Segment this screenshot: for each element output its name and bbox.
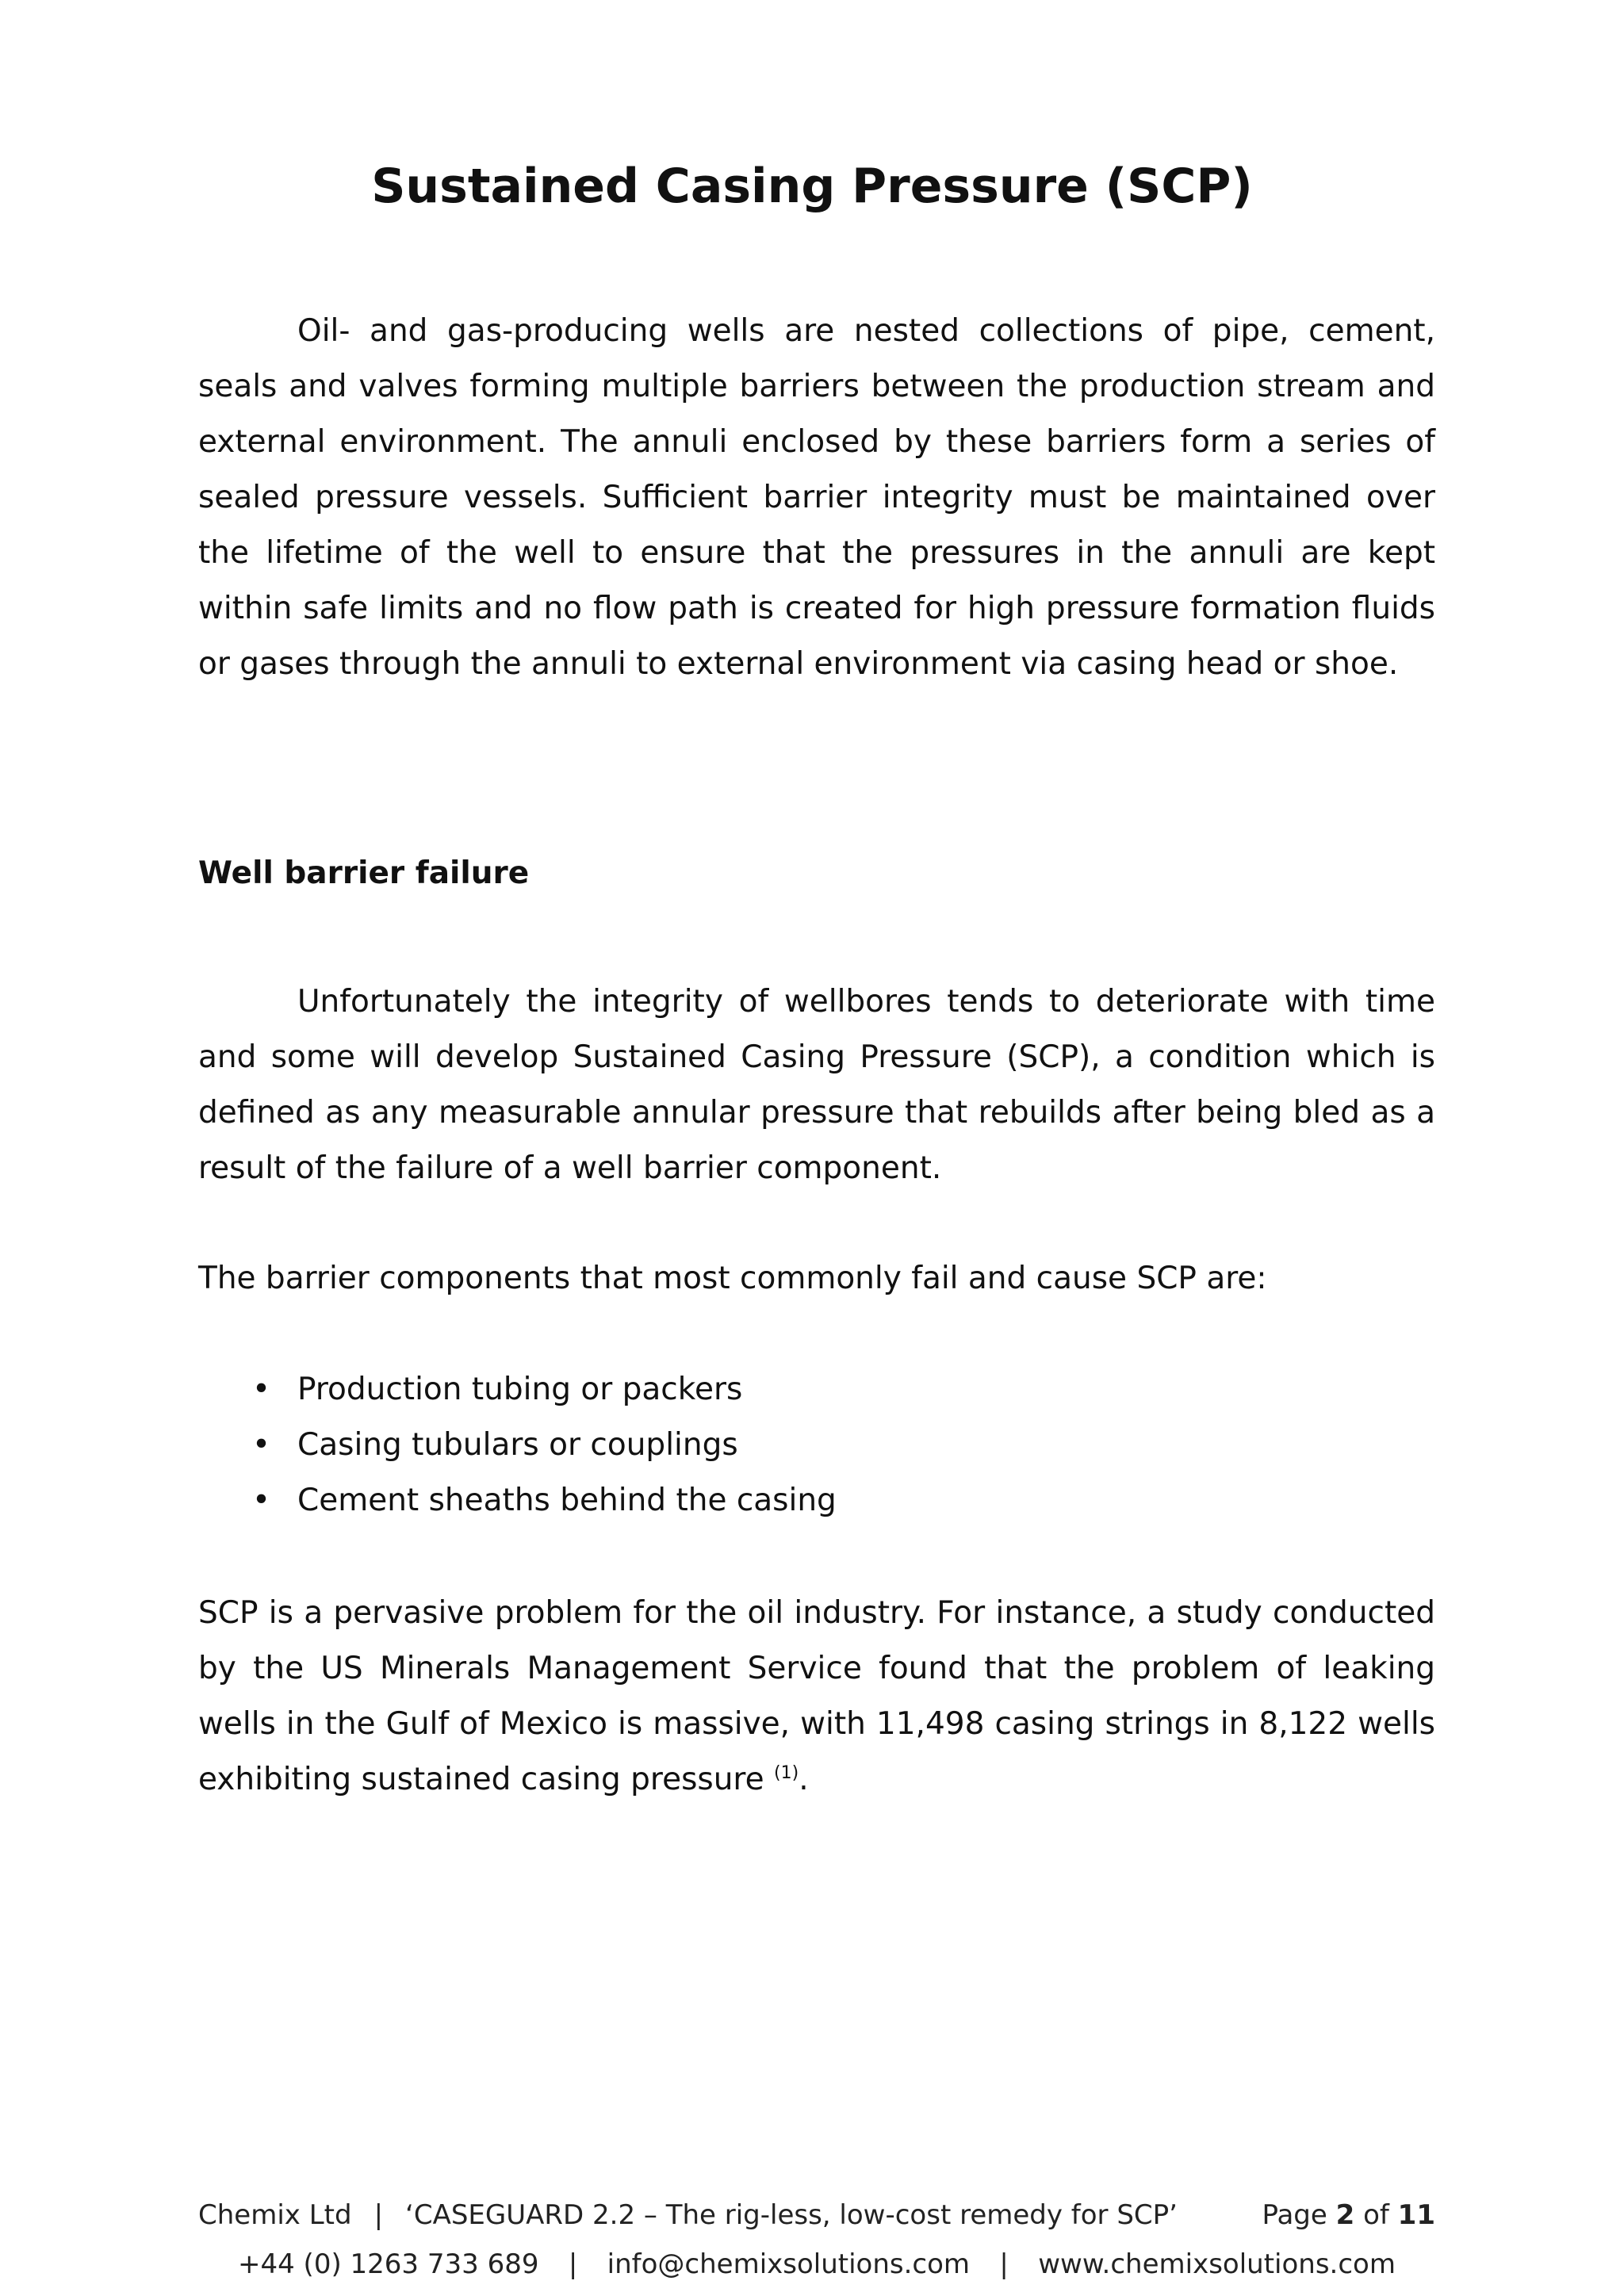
footer-phone: +44 (0) 1263 733 689 (238, 2248, 539, 2280)
section-paragraph-1: Unfortunately the integrity of wellbores tends to deteriorate with time and some will develop Sustained Casing Pressure (SCP), a condition which is defined as any measurable annular pressure that rebuilds after being bled as a result of the failure of a well barrier component. (198, 984, 1435, 1186)
section-heading: Well barrier failure (198, 855, 530, 891)
page-title: Sustained Casing Pressure (SCP) (371, 159, 1253, 214)
list-intro: The barrier components that most commonly fail and cause SCP are: (198, 1261, 1267, 1296)
page-of: of (1363, 2199, 1389, 2231)
page-total: 11 (1397, 2199, 1435, 2231)
list-item (198, 1473, 1435, 1529)
footer-separator: | (999, 2248, 1009, 2280)
footer-website[interactable]: www.chemixsolutions.com (1038, 2248, 1396, 2280)
list-item-text: Production tubing or packers (297, 1372, 743, 1407)
footer-separator: | (373, 2199, 384, 2231)
list-item-text: Casing tubulars or couplings (297, 1427, 738, 1463)
list-item-text: Cement sheaths behind the casing (297, 1483, 837, 1518)
footer-primary (198, 2195, 1435, 2235)
footer-separator: | (568, 2248, 578, 2280)
footer-page-number (1262, 2195, 1435, 2235)
intro-paragraph: Oil- and gas-producing wells are nested collections of pipe, cement, seals and valves forming multiple barriers between the production stream and external environment. The annuli enclosed by these barriers form a series of sealed pressure vessels. Sufficient barrier integrity must be maintained over the lifetime of the well to ensure that the pressures in the annuli are kept within safe limits and no flow path is created for high pressure formation fluids or gases through the annuli to external environment via casing head or shoe. (198, 313, 1435, 682)
bullet-icon: • (252, 1372, 271, 1407)
footer-email[interactable]: info@chemixsolutions.com (607, 2248, 971, 2280)
page-current: 2 (1335, 2199, 1355, 2231)
bullet-icon: • (252, 1483, 271, 1518)
footer-document-title: ‘CASEGUARD 2.2 – The rig-less, low-cost remedy for SCP’ (405, 2199, 1178, 2231)
paragraph-2-text: SCP is a pervasive problem for the oil industry. For instance, a study conducted by the US Minerals Management Service found that the problem of leaking wells in the Gulf of Mexico is massive, with 11,498 casing strings in 8,122 wells exhibiting sustained casing pressure (198, 1595, 1435, 1797)
reference-marker: (1) (774, 1763, 799, 1783)
barrier-component-list (198, 1362, 1435, 1529)
page-label: Page (1262, 2199, 1327, 2231)
list-item (198, 1418, 1435, 1473)
paragraph-2-end: . (799, 1762, 809, 1797)
list-item (198, 1362, 1435, 1418)
footer-contact (238, 2244, 1396, 2284)
bullet-icon: • (252, 1427, 271, 1463)
section-paragraph-2 (198, 1586, 1435, 1808)
footer-company: Chemix Ltd (198, 2199, 352, 2231)
